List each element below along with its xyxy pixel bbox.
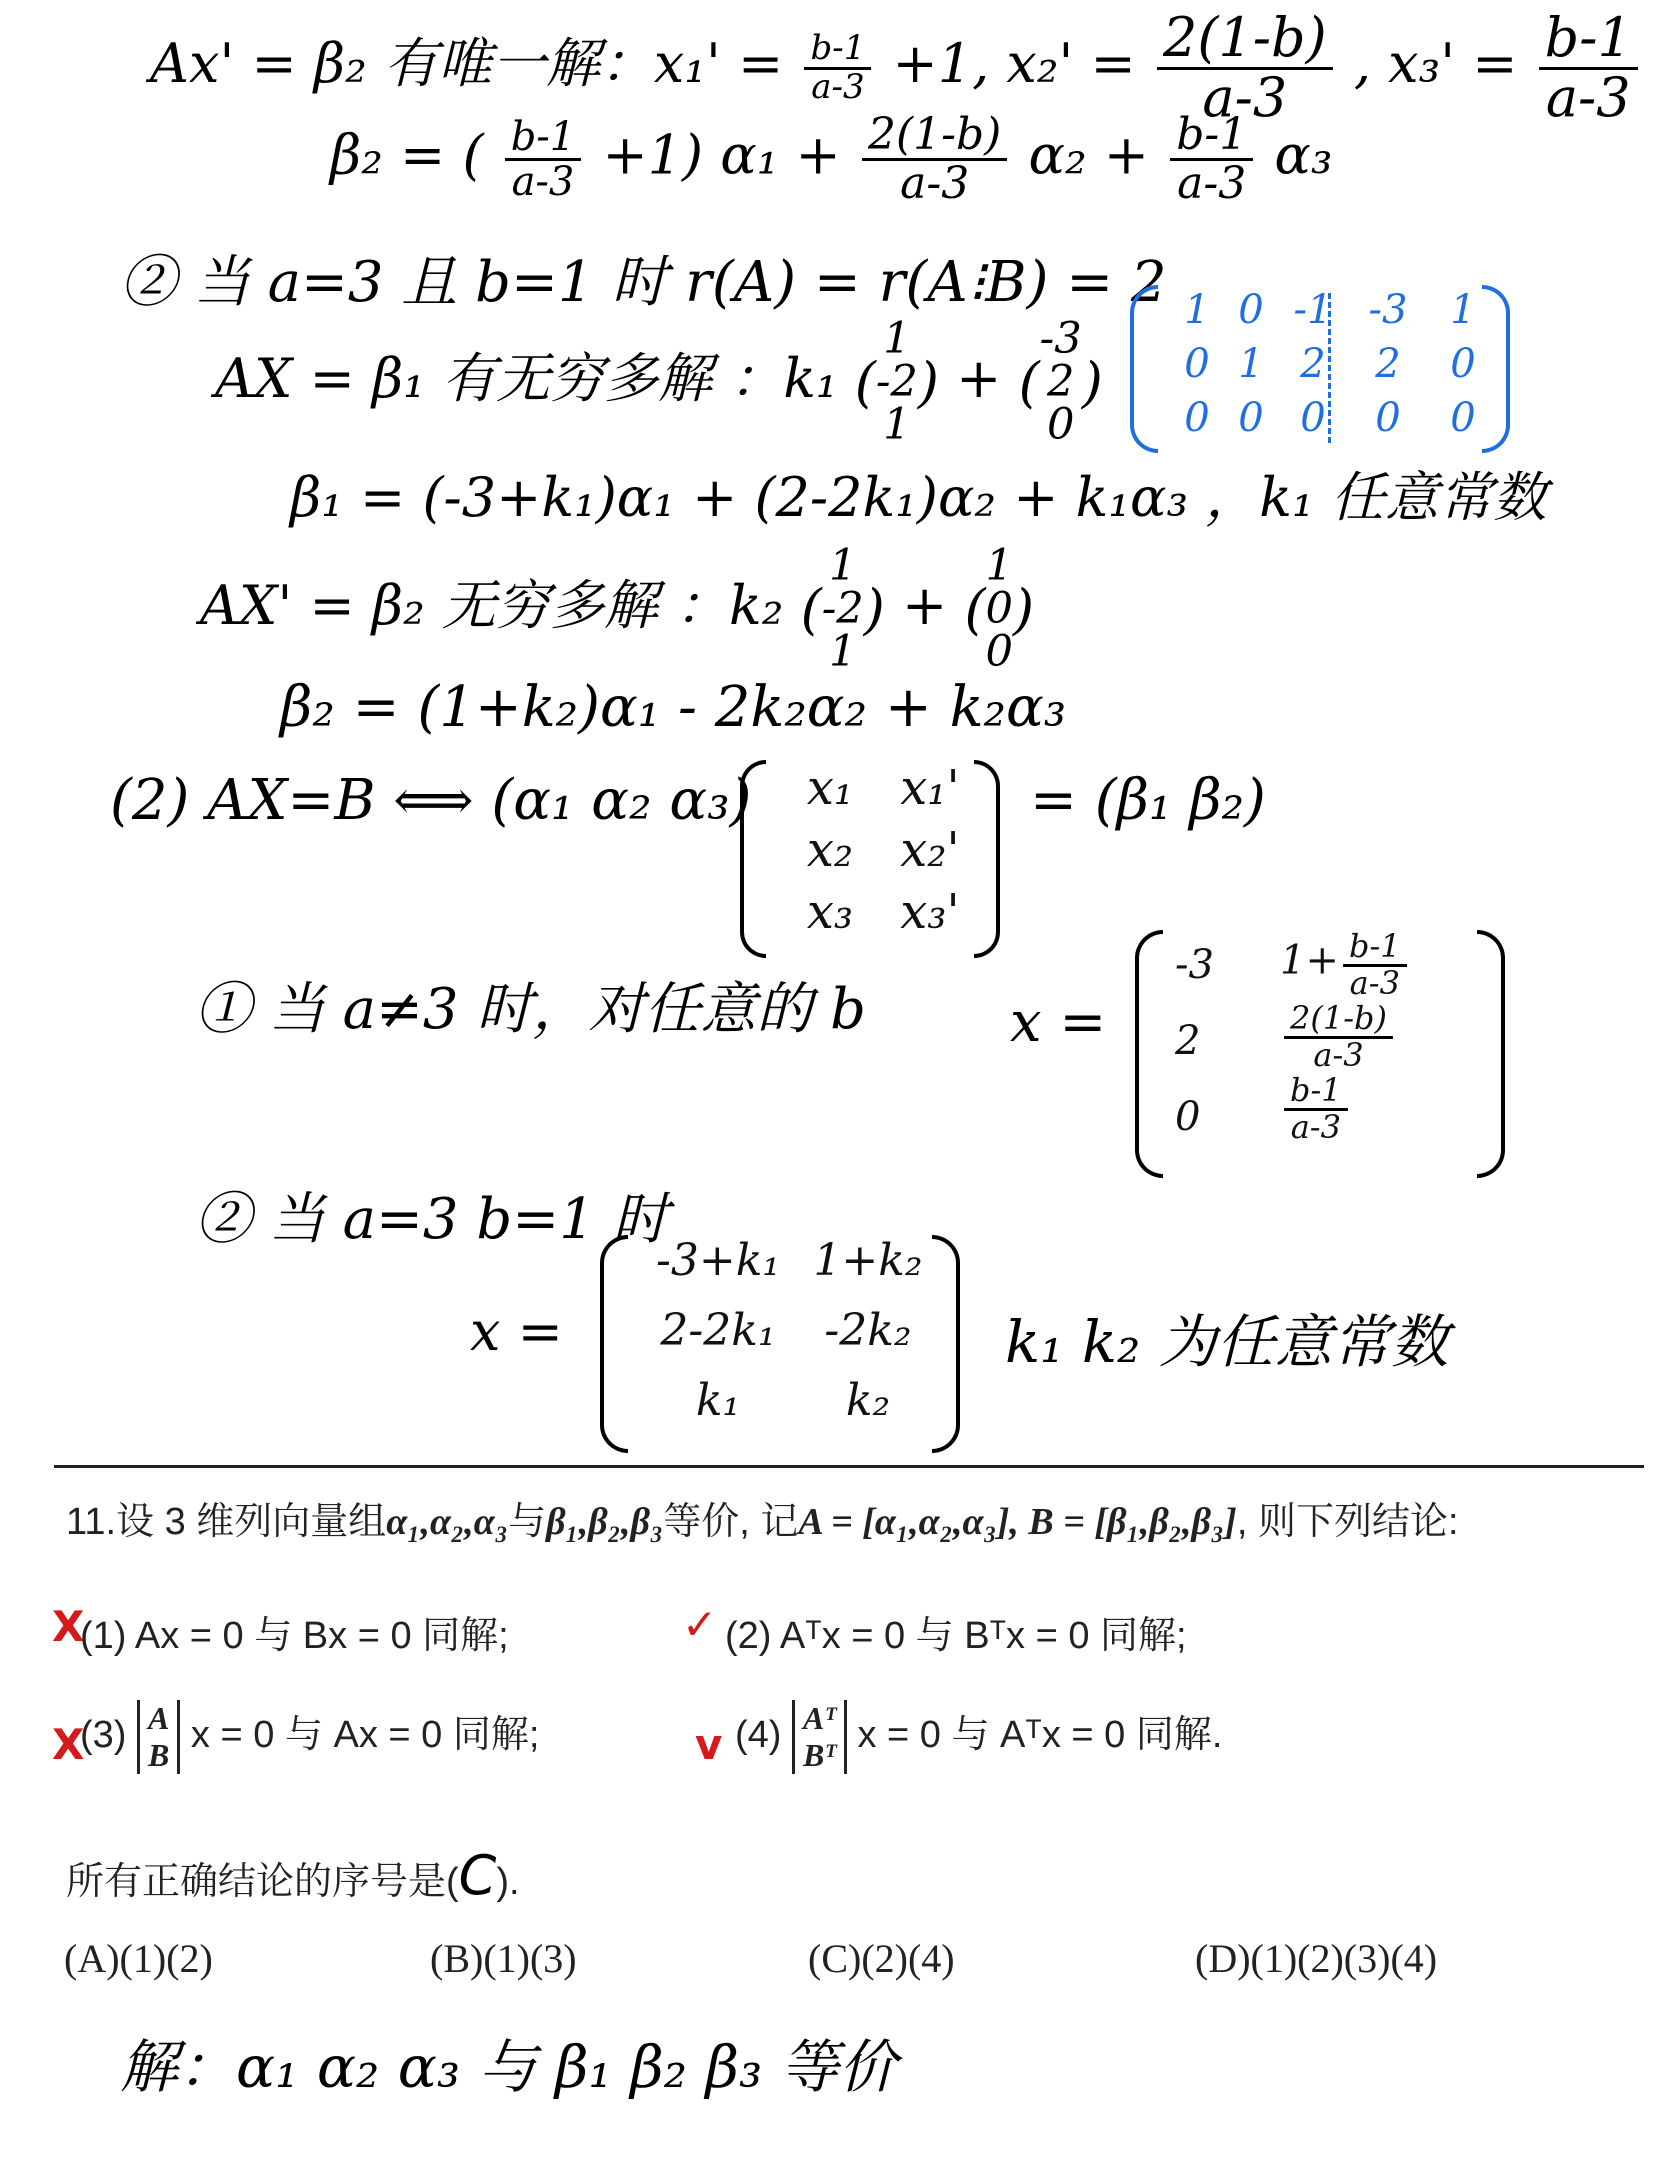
- solution-matrix-x: [740, 760, 1000, 960]
- matrix-entry: x₂: [806, 822, 854, 878]
- hw-line-9: ① 当 a≠3 时，对任意的 b: [195, 977, 866, 1042]
- matrix-entry: 0: [1238, 287, 1264, 333]
- vector-entry: -3: [1175, 942, 1214, 988]
- vector-3: [821, 541, 864, 678]
- matrix-entry: 0: [1450, 341, 1476, 387]
- matrix-entry: 0: [1184, 395, 1210, 441]
- section-divider: [54, 1465, 1644, 1468]
- vector-4: [985, 541, 1013, 678]
- vector-entry: -2: [875, 357, 918, 408]
- matrix-entry: x₃: [806, 884, 854, 940]
- matrix-entry: k₂: [845, 1375, 891, 1426]
- matrix-entry: x₂': [900, 822, 960, 878]
- blue-bracket-left: [1130, 285, 1158, 453]
- hw-line-6: AX' = β₂ 无穷多解 ：k₂ ( 1 -2 1 ) + ( 1 0 0 ): [200, 541, 1035, 678]
- matrix-entry: 1+k₂: [813, 1235, 923, 1286]
- handwritten-answer: C: [458, 1844, 497, 1907]
- matrix-entry: 1: [1184, 287, 1210, 333]
- matrix-entry: 0: [1450, 395, 1476, 441]
- vector-entry: 1: [828, 627, 857, 678]
- matrix-entry: 2-2k₁: [660, 1305, 776, 1356]
- vector-entry: 1: [985, 541, 1013, 591]
- hw-line-5: β₁ = (-3+k₁)α₁ + (2-2k₁)α₂ + k₁α₃ ，k₁ 任意常数: [290, 466, 1547, 529]
- vector-entry: 0: [1046, 400, 1075, 451]
- matrix-column-2: [1280, 927, 1411, 1146]
- hw-line-1: Ax' = β₂ 有唯一解：x₁' = $\frac{b-1}{a-3}$ +1, x₂' = $\frac{2(1-b)}{a-3}$ , x₃' = $\frac{b-1}{a-3}$: [150, 10, 1642, 126]
- hw-line-8-right: = (β₁ β₂): [1030, 768, 1266, 833]
- matrix-entry: 0: [1184, 341, 1210, 387]
- check-mark-2: ✓: [682, 1600, 718, 1649]
- bracket-right: [1477, 930, 1505, 1178]
- matrix-entry: -3: [1368, 287, 1408, 333]
- statement-1: (1) Ax = 0 与 Bx = 0 同解;: [80, 1615, 509, 1657]
- option-d: (D)(1)(2)(3)(4): [1195, 1936, 1438, 1981]
- statement-3: (3) A B x = 0 与 Ax = 0 同解;: [80, 1700, 540, 1773]
- bracket-left: [740, 760, 766, 958]
- blue-matrix-grid: [1170, 287, 1498, 449]
- vector-entry: 2: [1175, 1018, 1201, 1064]
- vector-entry: -2: [821, 584, 864, 635]
- hw-line-11-note: k₁ k₂ 为任意常数: [1005, 1308, 1449, 1376]
- vector-2: [1039, 314, 1082, 451]
- vector-entry: 0: [985, 584, 1013, 635]
- x-equals-1: x =: [1010, 990, 1107, 1055]
- matrix-entry: x₁': [900, 760, 960, 816]
- cross-mark-1: X: [52, 1602, 85, 1651]
- bracket-left: [1135, 930, 1163, 1178]
- cross-mark-3: X: [52, 1720, 85, 1769]
- option-a: (A)(1)(2): [64, 1936, 213, 1981]
- matrix-entry: 1: [1238, 341, 1264, 387]
- k-matrix-grid: [638, 1235, 938, 1445]
- matrix-entry: 0: [1300, 395, 1326, 441]
- matrix-entry: x₁: [806, 760, 854, 816]
- hw-line-10: ② 当 a=3 b=1 时: [195, 1187, 669, 1252]
- matrix-entry: $\frac{2(1-b)}{a-3}$: [1280, 1002, 1411, 1072]
- vector-entry: 0: [985, 627, 1013, 678]
- hw-line-2: β₂ = ( $\frac{b-1}{a-3}$ +1) α₁ + $\frac{2(1-b)}{a-3}$ α₂ + $\frac{b-1}{a-3}$ α₃: [330, 109, 1333, 210]
- solution-matrix-a-not-3: [1135, 927, 1505, 1180]
- matrix-entry: 2: [1375, 341, 1401, 387]
- vector-entry: 1: [883, 400, 911, 451]
- matrix-entry: k₁: [695, 1375, 741, 1426]
- matrix-entry: 1+ $\frac{b-1}{a-3}$: [1280, 930, 1411, 1000]
- hw-last-line: 解：α₁ α₂ α₃ 与 β₁ β₂ β₃ 等价: [120, 2033, 897, 2101]
- matrix-entry: 0: [1375, 395, 1401, 441]
- matrix-entry: x₃': [900, 884, 960, 940]
- vector-entry: -3: [1039, 314, 1082, 364]
- statement-4: (4) Aᵀ Bᵀ x = 0 与 Aᵀx = 0 同解.: [735, 1700, 1223, 1773]
- hw-line-7: β₂ = (1+k₂)α₁ - 2k₂α₂ + k₂α₃: [280, 675, 1067, 740]
- vector-entry: 1: [828, 541, 857, 591]
- matrix-column-1: [1175, 942, 1214, 1140]
- vector-entry: 1: [883, 314, 911, 364]
- matrix-entry: -3+k₁: [655, 1235, 781, 1286]
- matrix-entry: 1: [1450, 287, 1476, 333]
- option-c: (C)(2)(4): [808, 1936, 955, 1981]
- bracket-left: [600, 1235, 628, 1453]
- vector-entry: 2: [1046, 357, 1075, 408]
- hw-line-4: AX = β₁ 有无穷多解 ：k₁ ( 1 -2 1 ) + ( -3 2 0 ): [215, 314, 1103, 451]
- hw-line-8-left: (2) AX=B ⟺ (α₁ α₂ α₃): [110, 768, 752, 833]
- matrix-entry: 0: [1238, 395, 1264, 441]
- vector-entry: 0: [1175, 1094, 1201, 1140]
- problem-stem: 11.设 3 维列向量组α₁,α₂,α₃与β₁,β₂,β₃等价, 记A = [α₁,α₂,α₃], B = [β₁,β₂,β₃], 则下列结论:: [66, 1501, 1459, 1543]
- statement-2: (2) Aᵀx = 0 与 Bᵀx = 0 同解;: [725, 1615, 1187, 1657]
- question-line: 所有正确结论的序号是(C).: [66, 1844, 520, 1907]
- x-equals-2: x =: [470, 1300, 563, 1363]
- solution-matrix-a-3: [600, 1235, 960, 1455]
- option-b: (B)(1)(3): [430, 1936, 577, 1981]
- matrix-entry: -1: [1293, 287, 1333, 333]
- vector-1: [875, 314, 918, 451]
- x-matrix-grid: [780, 760, 980, 946]
- matrix-entry: $\frac{b-1}{a-3}$: [1280, 1074, 1411, 1144]
- hw-line-3: ② 当 a=3 且 b=1 时 r(A) = r(A⁝B) = 2: [120, 250, 1167, 315]
- matrix-entry: -2k₂: [824, 1305, 912, 1356]
- check-mark-4: v: [695, 1720, 723, 1769]
- blue-augmented-matrix: [1130, 285, 1510, 455]
- matrix-entry: 2: [1300, 341, 1326, 387]
